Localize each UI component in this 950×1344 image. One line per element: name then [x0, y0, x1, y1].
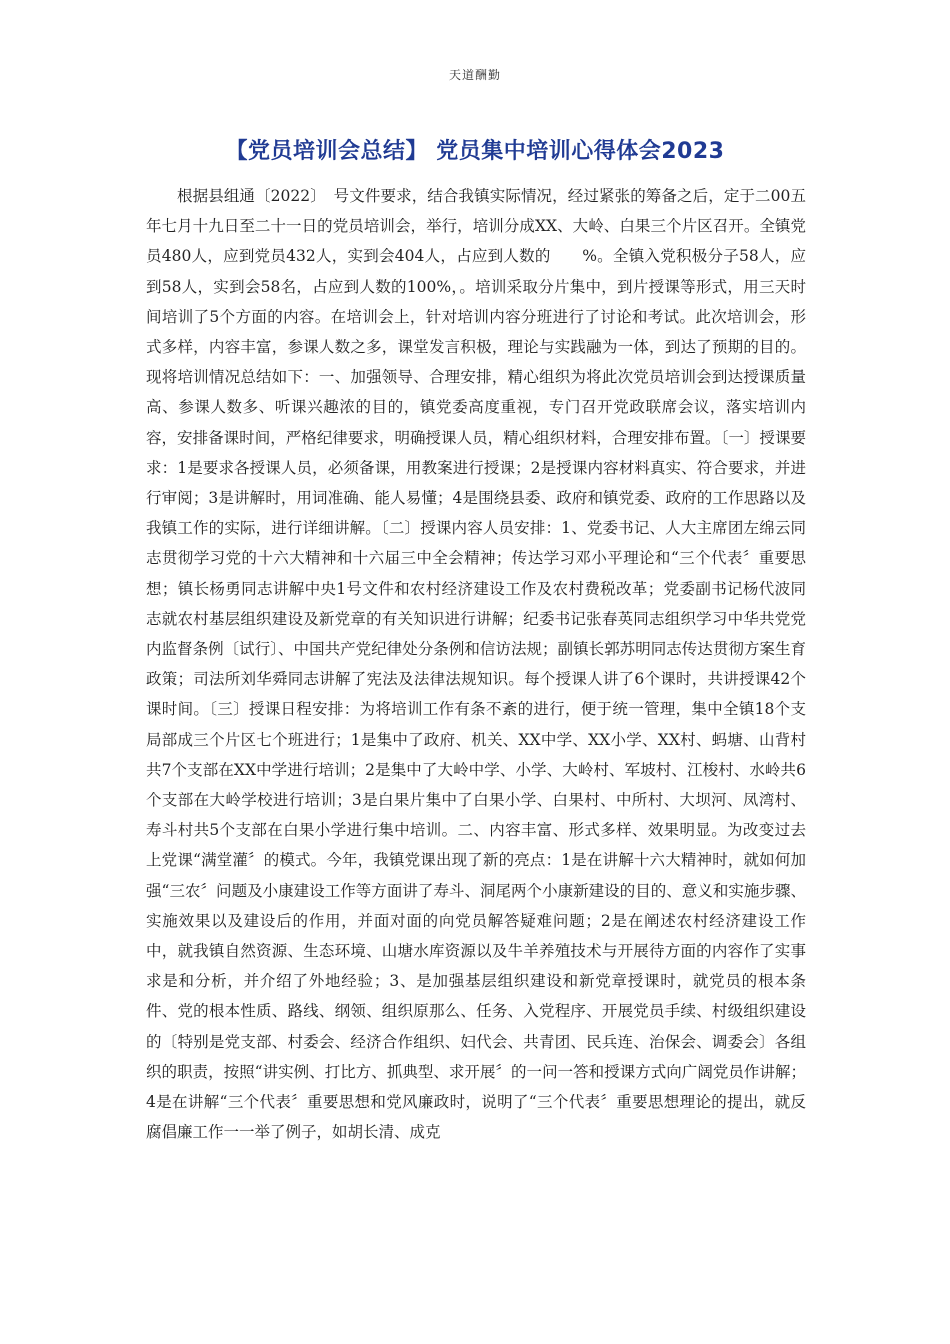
- page-header: 天道酬勤: [448, 68, 501, 82]
- body-paragraph: 根据县组通〔2022〕 号文件要求，结合我镇实际情况，经过紧张的筹备之后，定于二00五年七月十九日至二十一日的党员培训会，举行，培训分成XX、大岭、白果三个片区召开。全镇党员480人，应到党员432人，实到会404人，占应到人数的 %。全镇入党积极分子58人，应到58人，实到会58名，占应到人数的100%，。培训采取分片集中，到片授课等形式，用三天时间培训了5个方面的内容。在培训会上，针对培训内容分班进行了讨论和考试。此次培训会，形式多样，内容丰富，参课人数之多，课堂发言积极，理论与实践融为一体，到达了预期的目的。现将培训情况总结如下：一、加强领导、合理安排，精心组织为将此次党员培训会到达授课质量高、参课人数多、听课兴趣浓的目的，镇党委高度重视，专门召开党政联席会议，落实培训内容，安排备课时间，严格纪律要求，明确授课人员，精心组织材料，合理安排布置。〔一〕授课要求：1是要求各授课人员，必须备课，用教案进行授课；2是授课内容材料真实、符合要求，并进行审阅；3是讲解时，用词准确、能人易懂；4是围绕县委、政府和镇党委、政府的工作思路以及我镇工作的实际，进行详细讲解。〔二〕授课内容人员安排：1、党委书记、人大主席团左绵云同志贯彻学习党的十六大精神和十六届三中全会精神；传达学习邓小平理论和“三个代表〞重要思想；镇长杨勇同志讲解中央1号文件和农村经济建设工作及农村费税改革；党委副书记杨代波同志就农村基层组织建设及新党章的有关知识进行讲解；纪委书记张春英同志组织学习中华共党党内监督条例〔试行〕、中国共产党纪律处分条例和信访法规；副镇长郭苏明同志传达贯彻方案生育政策；司法所刘华舜同志讲解了宪法及法律法规知识。每个授课人讲了6个课时，共讲授课42个课时间。〔三〕授课日程安排：为将培训工作有条不紊的进行，便于统一管理，集中全镇18个支局部成三个片区七个班进行；1是集中了政府、机关、XX中学、XX小学、XX村、蚂塘、山背村共7个支部在XX中学进行培训；2是集中了大岭中学、小学、大岭村、军坡村、江梭村、水岭共6个支部在大岭学校进行培训；3是白果片集中了白果小学、白果村、中所村、大坝河、凤湾村、寿斗村共5个支部在白果小学进行集中培训。二、内容丰富、形式多样、效果明显。为改变过去上党课“满堂灌〞的模式。今年，我镇党课出现了新的亮点：1是在讲解十六大精神时，就如何加强“三农〞问题及小康建设工作等方面讲了寿斗、洞尾两个小康新建设的目的、意义和实施步骤、实施效果以及建设后的作用，并面对面的向党员解答疑难问题；2是在阐述农村经济建设工作中，就我镇自然资源、生态环境、山塘水库资源以及牛羊养殖技术与开展待方面的内容作了实事求是和分析，并介绍了外地经验；3、是加强基层组织建设和新党章授课时，就党员的根本条件、党的根本性质、路线、纲领、组织原那么、任务、入党程序、开展党员手续、村级组织建设的〔特别是党支部、村委会、经济合作组织、妇代会、共青团、民兵连、治保会、调委会〕各组织的职责，按照“讲实例、打比方、抓典型、求开展〞的一问一答和授课方式向广阔党员作讲解；4是在讲解“三个代表〞重要思想和党风廉政时，说明了“三个代表〞重要思想理论的提出，就反腐倡廉工作一一举了例子，如胡长清、成克: [146, 187, 806, 1142]
- document-title: 【党员培训会总结】 党员集中培训心得体会2023: [225, 139, 725, 164]
